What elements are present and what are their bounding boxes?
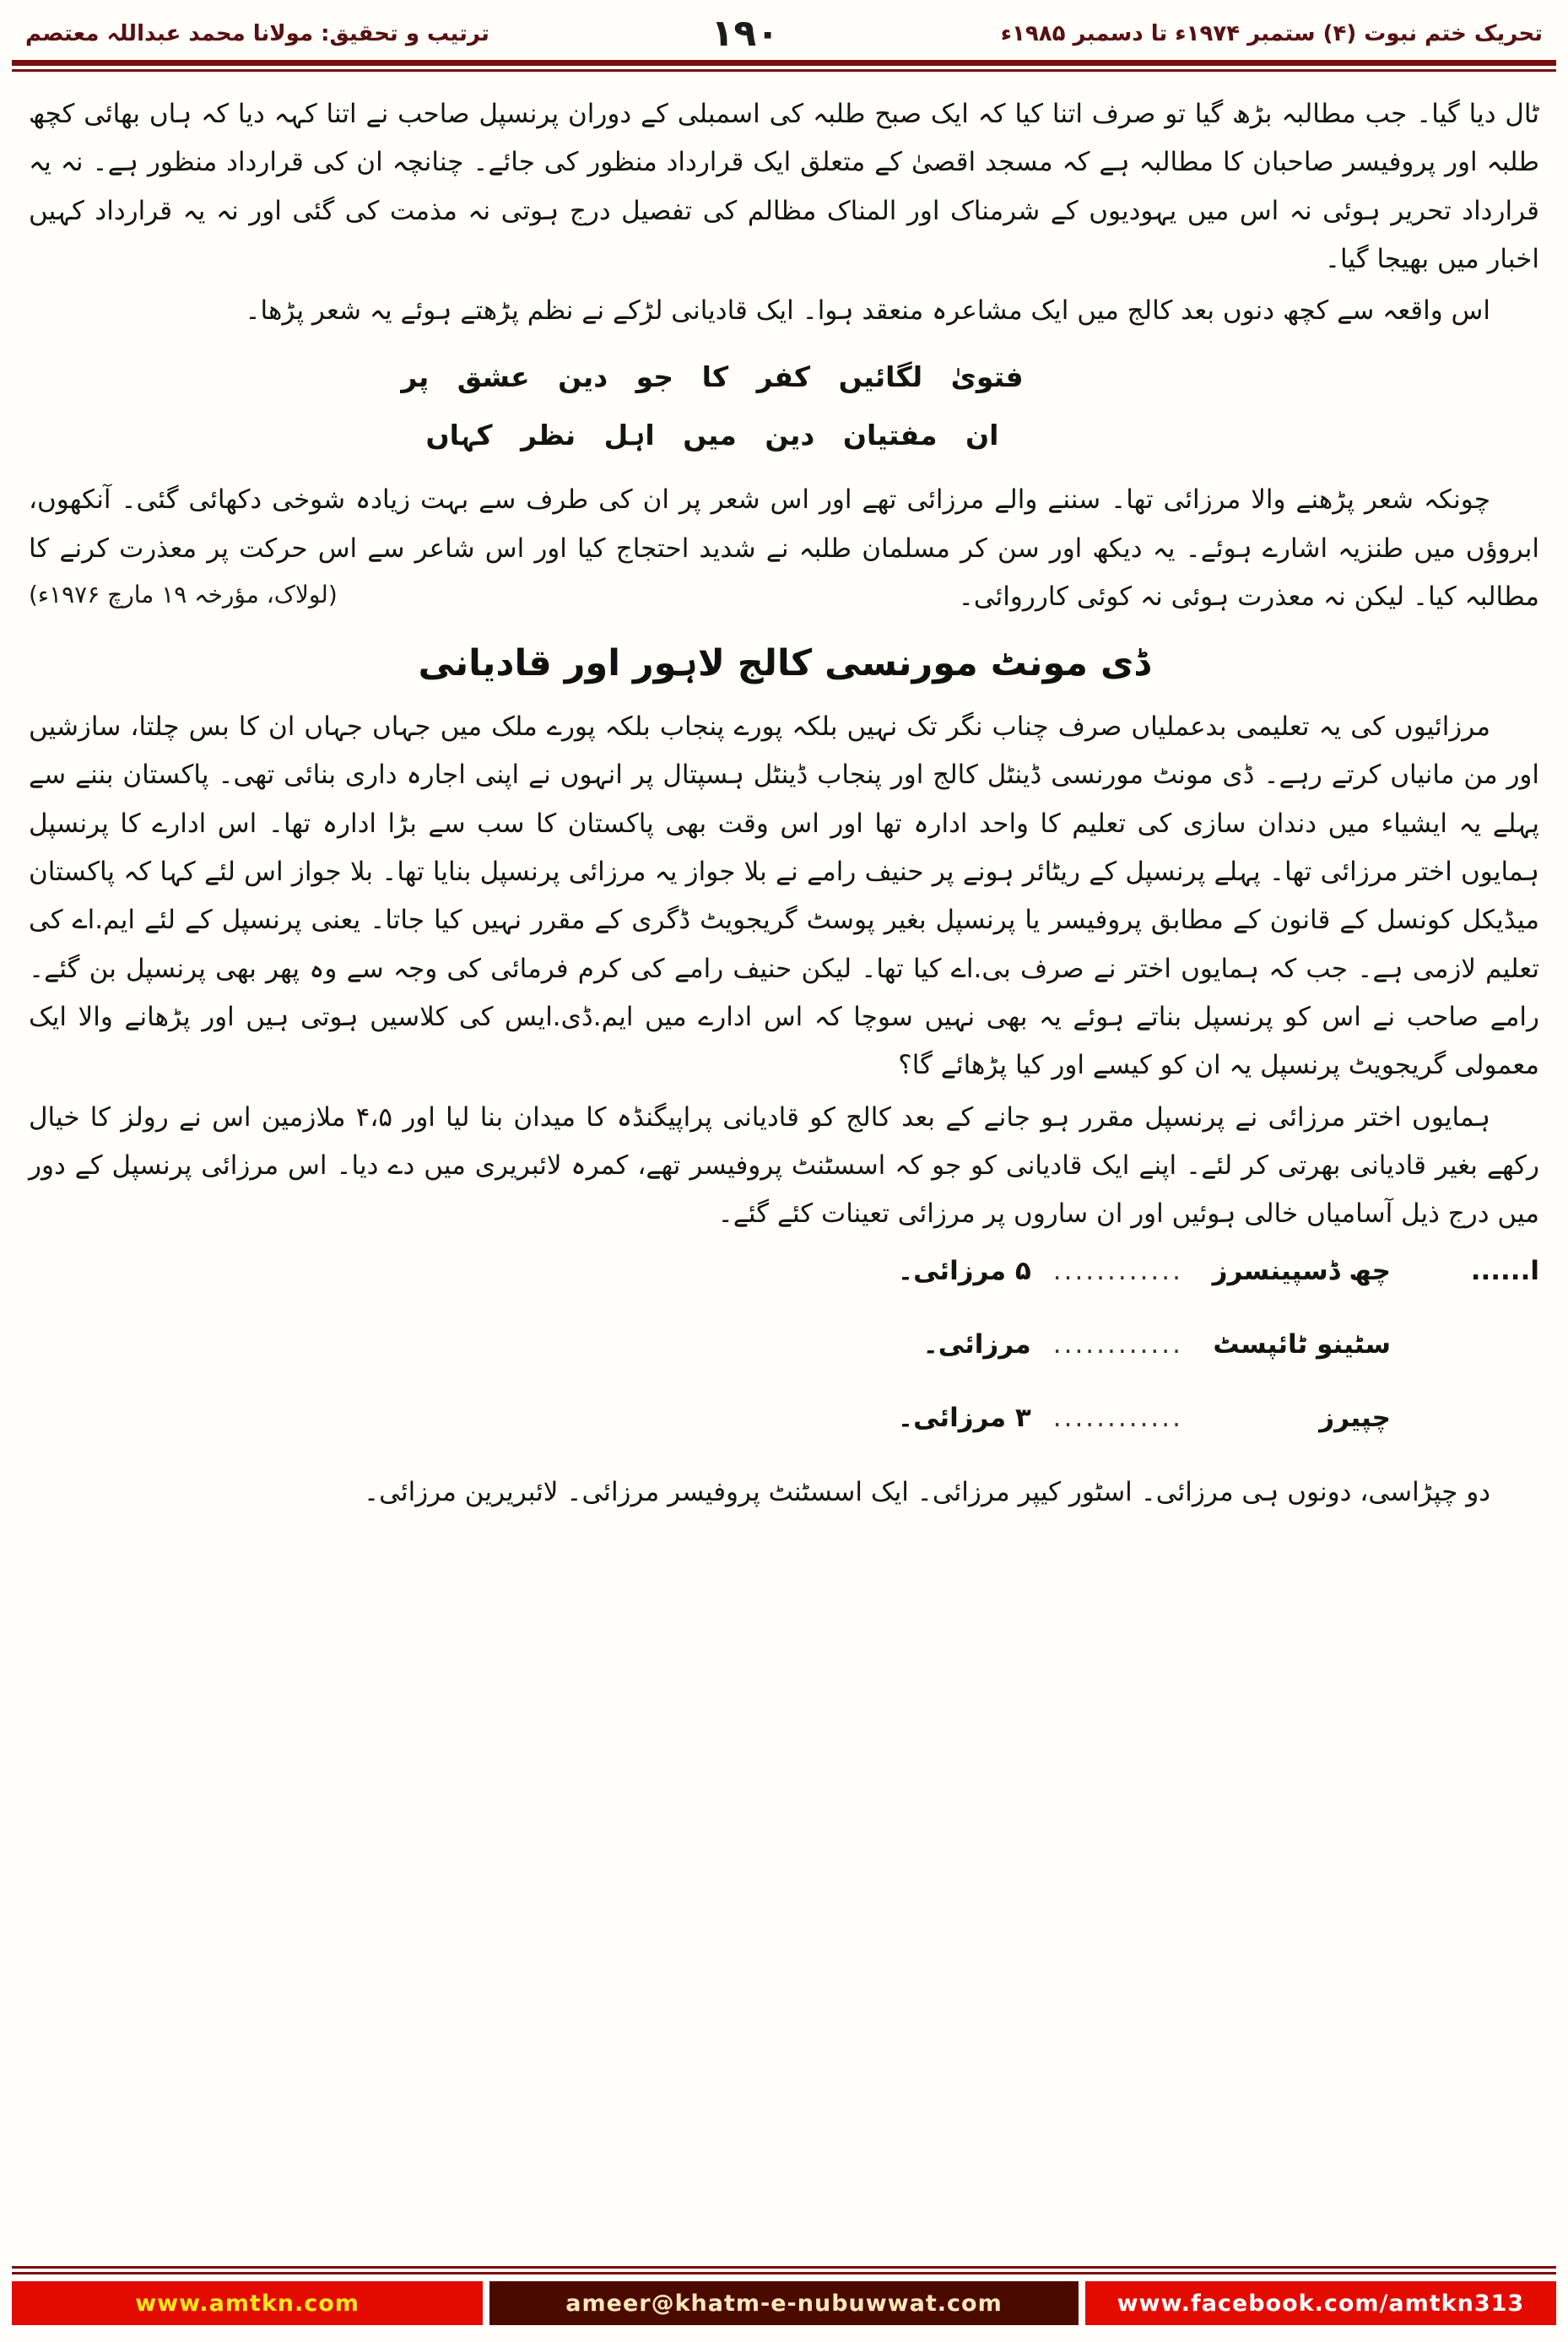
list-item-label: سٹینو ٹائپسٹ bbox=[1213, 1328, 1391, 1360]
vacancy-list bbox=[29, 1247, 1539, 1443]
page-body bbox=[0, 72, 1568, 1517]
header-edition-title: تحریک ختم نبوت (۴) ستمبر ۱۹۷۴ء تا دسمبر ۱۹۸۵ء bbox=[1000, 20, 1543, 46]
paragraph-3-text: چونکہ شعر پڑھنے والا مرزائی تھا۔ سننے والے مرزائی تھے اور اس شعر پر ان کی طرف سے بہت زیادہ شوخی دکھائی گئی۔ آنکھوں، ابروؤں میں طنزیہ اشارے ہوئے۔ یہ دیکھ اور سن کر مسلمان طلبہ نے شدید احتجاج کیا اور اس شاعر سے اس حرکت پر معذرت کرنے کا مطالبہ کیا۔ لیکن نہ معذرت ہوئی نہ کوئی کارروائی۔ bbox=[29, 484, 1539, 612]
section-heading: ڈی مونٹ مورنسی کالج لاہور اور قادیانی bbox=[418, 642, 1150, 685]
list-item-value: ۵ مرزائی۔ bbox=[897, 1255, 1031, 1286]
header-rule bbox=[0, 60, 1568, 72]
list-item bbox=[29, 1321, 1539, 1369]
paragraph-3 bbox=[29, 476, 1539, 621]
page-number: ۱۹۰ bbox=[711, 12, 780, 55]
paragraph-1: ٹال دیا گیا۔ جب مطالبہ بڑھ گیا تو صرف اتنا کیا کہ ایک صبح طلبہ کی اسمبلی کے دوران پرنسپل صاحب نے اتنا کہہ دیا کہ ہاں بھائی کچھ طلبہ اور پروفیسر صاحبان کا مطالبہ ہے کہ مسجد اقصیٰ کے متعلق ایک قرارداد منظور کی جائے۔ چنانچہ ان کی قرارداد منظور ہے۔ نہ یہ قرارداد تحریر ہوئی نہ اس میں یہودیوں کے شرمناک اور المناک مظالم کی تفصیل درج ہوتی نہ مذمت کی گئی اور نہ یہ قرارداد کہیں اخبار میں بھیجا گیا۔ bbox=[29, 99, 1539, 275]
footer-rule bbox=[0, 2266, 1568, 2274]
footer-rule-top bbox=[12, 2266, 1556, 2269]
list-item-label: چپیرز bbox=[1319, 1403, 1391, 1434]
paragraph-2: اس واقعہ سے کچھ دنوں بعد کالج میں ایک مشاعرہ منعقد ہوا۔ ایک قادیانی لڑکے نے نظم پڑھتے ہوئے یہ شعر پڑھا۔ bbox=[245, 295, 1490, 327]
couplet-verse-1: فتویٰ لگائیں کفر کا جو دین عشق پر bbox=[401, 360, 1024, 393]
list-item-value: مرزائی۔ bbox=[922, 1328, 1031, 1360]
couplet-verse-2: ان مفتیان دین میں اہل نظر کہاں bbox=[425, 419, 999, 452]
paragraph-4: مرزائیوں کی یہ تعلیمی بدعملیاں صرف چناب نگر تک نہیں بلکہ پورے پنجاب بلکہ پورے ملک میں جہاں جہاں ان کا بس چلتا، سازشیں اور من مانیاں کرتے رہے۔ ڈی مونٹ مورنسی ڈینٹل کالج اور پنجاب ڈینٹل ہسپتال پر انہوں نے اپنی اجارہ داری بنائی تھی۔ پاکستان بننے سے پہلے یہ ایشیاء میں دندان سازی کی تعلیم کا واحد ادارہ تھا اور اس وقت بھی پاکستان کا سب سے بڑا ادارہ تھا۔ اس ادارے کا پرنسپل ہمایوں اختر مرزائی تھا۔ پہلے پرنسپل کے ریٹائر ہونے پر حنیف رامے نے بلا جواز یہ مرزائی پرنسپل بنایا تھا۔ بلا جواز اس لئے کہا کہ پاکستان میڈیکل کونسل کے قانون کے مطابق پروفیسر یا پرنسپل بغیر پوسٹ گریجویٹ ڈگری کے مقرر نہیں کیا جاتا۔ یعنی پرنسپل کے لئے ایم.اے کی تعلیم لازمی ہے۔ جب کہ ہمایوں اختر نے صرف بی.اے کیا تھا۔ لیکن حنیف رامے کی کرم فرمائی کی وجہ سے وہ پھر بھی پرنسپل بن گئے۔ رامے صاحب نے اس کو پرنسپل بناتے ہوئے یہ بھی نہیں سوچا کہ اس ادارے میں ایم.ڈی.ایس کی کلاسیں ہوتی ہیں اور پڑھانے والا ایک معمولی گریجویٹ پرنسپل یہ ان کو کیسے اور کیا پڑھائے گا؟ bbox=[29, 711, 1539, 1081]
list-item-number: ا...... bbox=[1470, 1255, 1539, 1286]
list-item-value: ۳ مرزائی۔ bbox=[897, 1403, 1031, 1434]
list-item-label: چھ ڈسپینسرز bbox=[1212, 1255, 1391, 1286]
footer-rule-bottom bbox=[12, 2272, 1556, 2274]
page-footer bbox=[0, 2266, 1568, 2325]
list-item-leader: ............ bbox=[1052, 1328, 1183, 1360]
couplet bbox=[29, 348, 1396, 465]
citation-reference: (لولاک، مؤرخہ ۱۹ مارچ ۱۹۷۶ء) bbox=[29, 581, 338, 608]
header-rule-thick bbox=[12, 60, 1556, 66]
paragraph-6: دو چپڑاسی، دونوں ہی مرزائی۔ اسٹور کیپر مرزائی۔ ایک اسسٹنٹ پروفیسر مرزائی۔ لائبریرین مرزائی۔ bbox=[363, 1476, 1490, 1507]
footer-website-link[interactable]: www.amtkn.com bbox=[12, 2281, 483, 2325]
paragraph-5: ہمایوں اختر مرزائی نے پرنسپل مقرر ہو جانے کے بعد کالج کو قادیانی پراپیگنڈہ کا میدان بنا لیا اور ۴،۵ ملازمین اس نے رولز کا خیال رکھے بغیر قادیانی بھرتی کر لئے۔ اپنے ایک قادیانی کو جو کہ اسسٹنٹ پروفیسر تھے، کمرہ لائبریری میں دے دیا۔ اس مرزائی پرنسپل کے دور میں درج ذیل آسامیاں خالی ہوئیں اور ان ساروں پر مرزائی تعینات کئے گئے۔ bbox=[29, 1101, 1539, 1230]
footer-facebook-link[interactable]: www.facebook.com/amtkn313 bbox=[1085, 2281, 1556, 2325]
page-header bbox=[0, 0, 1568, 60]
list-item bbox=[29, 1394, 1539, 1442]
header-compiler: ترتیب و تحقیق: مولانا محمد عبداللہ معتصم bbox=[25, 20, 489, 46]
list-item-leader: ............ bbox=[1052, 1255, 1183, 1286]
footer-email-link[interactable]: ameer@khatm-e-nubuwwat.com bbox=[489, 2281, 1079, 2325]
footer-bar bbox=[0, 2281, 1568, 2325]
list-item bbox=[29, 1247, 1539, 1295]
list-item-leader: ............ bbox=[1052, 1403, 1183, 1434]
